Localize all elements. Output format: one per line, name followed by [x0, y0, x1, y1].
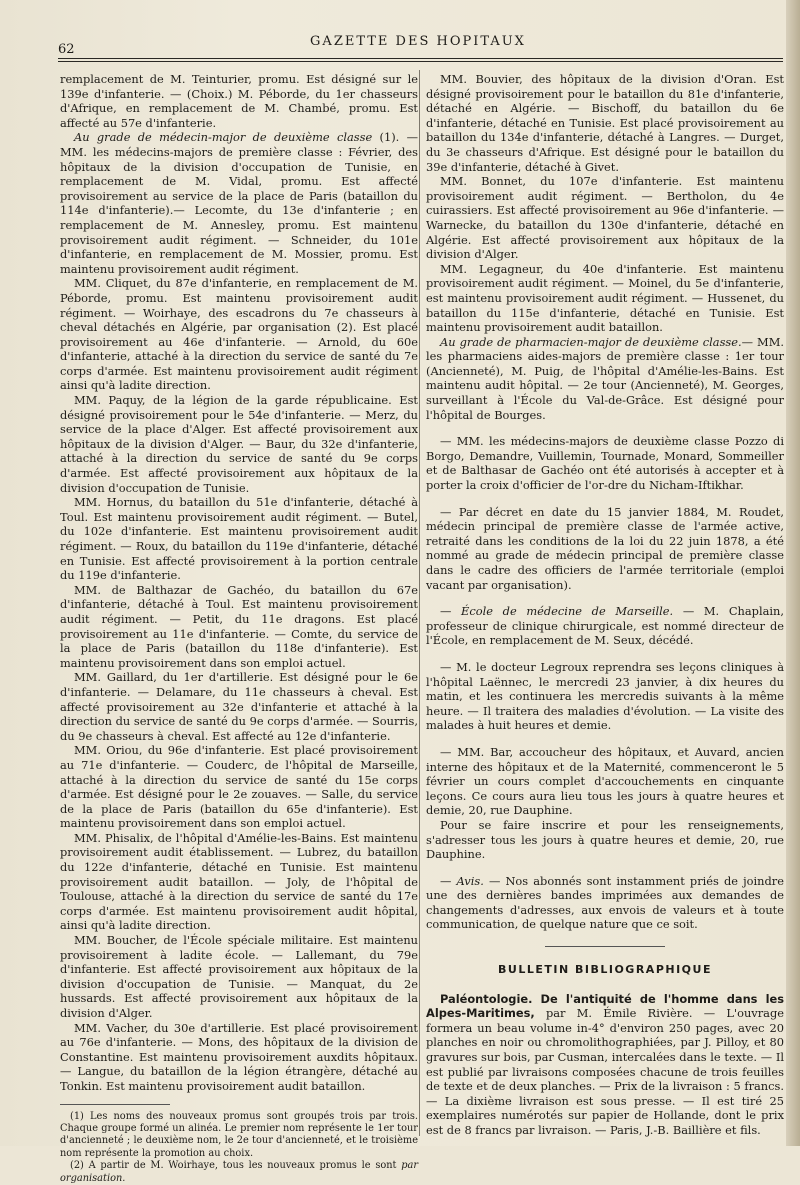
header-rule: [58, 58, 783, 59]
section-lead: Au grade de pharmacien-major de deuxième classe.: [440, 334, 742, 349]
footnote-1: (1) Les noms des nouveaux promus sont groupés trois par trois. Chaque groupe formé un alinéa. Le premier nom représente le 1er tour d'ancienneté ; le deuxième nom, le 2e tour d'ancienneté, et le troisième nom représente la promotion au choix.: [60, 1110, 418, 1159]
paragraph-text: (1). — MM. les médecins-majors de première classe : Février, des hôpitaux de la division d'occupation de Tunisie, en remplacement de M. Vidal, promu. Est affecté provisoirement au service de la place de Paris (bataillon du 114e d'infanterie).— Lecomte, du 13e d'infanterie ; en remplacement de M. Annesley, promu. Est maintenu provisoirement audit régiment. — Schneider, du 101e d'infanterie, en remplacement de M. Mossier, promu. Est maintenu provisoirement audit régiment.: [60, 130, 419, 276]
paragraph-text: — MM. les pharmaciens aides-majors de première classe : 1er tour (Ancienneté), M. Puig, de l'hôpital d'Amélie-les-Bains. Est maintenu audit hôpital. — 2e tour (Ancienneté), M. Georges, surveillant à l'École du Val-de-Grâce. Est désigné pour l'hôpital de Bourges.: [426, 334, 785, 422]
paragraph: [426, 604, 784, 648]
paragraph: MM. de Balthazar de Gachéo, du bataillon du 67e d'infanterie, détaché à Toul. Est maintenu provisoirement audit régiment. — Petit, du 11e dragons. Est placé provisoirement au 11e d'infanterie. — Comte, du service de la place de Paris (bataillon du 118e d'infanterie). Est maintenu provisoirement dans son emploi actuel.: [60, 582, 418, 670]
paragraph: MM. Vacher, du 30e d'artillerie. Est placé provisoirement au 76e d'infanterie. — Mons, des hôpitaux de la division de Constantine. Est maintenu provisoirement auxdits hôpitaux. — Langue, du bataillon de la légion étrangère, détaché au Tonkin. Est maintenu provisoirement audit bataillon.: [60, 1020, 418, 1093]
section-lead: — Avis.: [440, 873, 484, 888]
paragraph: Pour se faire inscrire et pour les renseignements, s'adresser tous les jours à quatre heures et demie, 20, rue Dauphine.: [426, 817, 784, 862]
paragraph: [60, 130, 418, 276]
paragraph: MM. Bouvier, des hôpitaux de la division d'Oran. Est désigné provisoirement pour le bataillon du 81e d'infanterie, détaché en Algérie. — Bischoff, du bataillon du 6e d'infanterie, détaché en Tunisie. Est placé provisoirement au bataillon du 134e d'infanterie, détaché à Langres. — Durget, du 3e chasseurs d'Afrique. Est désigné pour le bataillon du 39e d'infanterie, détaché à Givet.: [426, 72, 784, 174]
section-separator: [545, 946, 665, 947]
paragraph: MM. Cliquet, du 87e d'infanterie, en remplacement de M. Péborde, promu. Est maintenu provisoirement audit régiment. — Woirhaye, des escadrons du 7e chasseurs à cheval détachés en Algérie, par organisation (2). Est placé provisoirement au 46e d'infanterie. — Arnold, du 60e d'infanterie, attaché à la direction du service de santé du 7e corps d'armée. Est maintenu provisoirement audit régiment ainsi qu'à ladite direction.: [60, 276, 418, 393]
page-number: 62: [58, 42, 75, 57]
paragraph: — MM. les médecins-majors de deuxième classe Pozzo di Borgo, Demandre, Vuillemin, Tournade, Monard, Sommeiller et de Balthasar de Gachéo ont été autorisés à accepter et à porter la croix d'officier de l'or-dre du Nicham-Iftikhar.: [426, 434, 784, 493]
paragraph: MM. Paquy, de la légion de la garde républicaine. Est désigné provisoirement pour le 54e d'infanterie. — Merz, du service de la place d'Alger. Est affecté provisoirement aux hôpitaux de la division d'Alger. — Baur, du 32e d'infanterie, attaché à la direction du service de santé du 9e corps d'armée. Est affecté provisoirement aux hôpitaux de la division d'occupation de Tunisie.: [60, 393, 418, 495]
paragraph: MM. Legagneur, du 40e d'infanterie. Est maintenu provisoirement audit régiment. — Moinel, du 5e d'infanterie, est maintenu provisoirement audit régiment. — Hussenet, du bataillon du 115e d'infanterie, détaché en Tunisie. Est maintenu provisoirement audit bataillon.: [426, 261, 784, 335]
paragraph: — Par décret en date du 15 janvier 1884, M. Roudet, médecin principal de première classe de l'armée active, retraité dans les conditions de la loi du 22 juin 1878, a été nommé au grade de médecin principal de première classe dans le cadre des officiers de l'armée territoriale (emploi vacant par organisation).: [426, 504, 784, 592]
paragraph: — MM. Bar, accoucheur des hôpitaux, et Auvard, ancien interne des hôpitaux et de la Maternité, commenceront le 5 février un cours complet d'accouchements en cinquante leçons. Ce cours aura lieu tous les jours à quatre heures et demie, 20, rue Dauphine.: [426, 744, 784, 818]
paragraph: MM. Gaillard, du 1er d'artillerie. Est désigné pour le 6e d'infanterie. — Delamare, du 11e chasseurs à cheval. Est affecté provisoirement au 32e d'infanterie et attaché à la direction du service de santé du 9e corps d'armée. — Sourris, du 9e chasseurs à cheval. Est affecté au 12e d'infanterie.: [60, 670, 418, 743]
header-rule-double: [58, 61, 783, 62]
running-title: GAZETTE DES HOPITAUX: [310, 34, 526, 49]
column-divider: [419, 70, 420, 1136]
paragraph: MM. Boucher, de l'École spéciale militaire. Est maintenu provisoirement à ladite école. — Lallemant, du 79e d'infanterie. Est affecté provisoirement aux hôpitaux de la division d'occupation de Tunisie. — Manquat, du 2e hussards. Est affecté provisoirement aux hôpitaux de la division d'Alger.: [60, 933, 418, 1020]
page-header: [58, 30, 778, 57]
bibliography-entry: [426, 992, 784, 1138]
paragraph-text: — Nos abonnés sont instamment priés de joindre une des dernières bandes imprimées aux demandes de changements d'adresses, aux envois de valeurs et à toute communication, de quelque nature que ce soit.: [426, 873, 784, 932]
footnote-rule: [60, 1104, 170, 1105]
paragraph: MM. Bonnet, du 107e d'infanterie. Est maintenu provisoirement audit régiment. — Bertholon, du 4e cuirassiers. Est affecté provisoirement au 96e d'infanterie. — Warnecke, du bataillon du 130e d'infanterie, détaché en Algérie. Est affecté provisoirement aux hôpitaux de la division d'Alger.: [426, 174, 784, 262]
right-column: [426, 72, 784, 1138]
paragraph: MM. Hornus, du bataillon du 51e d'infanterie, détaché à Toul. Est maintenu provisoirement audit régiment. — Butel, du 102e d'infanterie. Est maintenu provisoirement audit régiment. — Roux, du bataillon du 119e d'infanterie, détaché en Tunisie. Est affecté provisoirement à la portion centrale du 119e d'infanterie.: [60, 495, 418, 583]
footnotes: [60, 1111, 418, 1185]
paragraph: MM. Phisalix, de l'hôpital d'Amélie-les-Bains. Est maintenu provisoirement audit établissement. — Lubrez, du bataillon du 122e d'infanterie, détaché en Tunisie. Est maintenu provisoirement audit bataillon. — Joly, de l'hôpital de Toulouse, attaché à la direction du service de santé du 17e corps d'armée. Est maintenu provisoirement audit hôpital, ainsi qu'à ladite direction.: [60, 830, 418, 933]
footnote-emphasis: par organisation.: [60, 1160, 418, 1184]
left-column: [60, 72, 418, 1185]
paragraph: [426, 335, 784, 423]
bibliography-text: par M. Émile Rivière. — L'ouvrage formera un beau volume in-4° d'environ 250 pages, avec 20 planches en noir ou chromolithographiées, par J. Pilloy, et 80 gravures sur bois, par Cusman, intercalées dans le texte. — Il est publié par livraisons composées chacune de trois feuilles de texte et de deux planches. — Prix de la livraison : 5 francs. — La dixième livraison est sous presse. — Il est tiré 25 exemplaires numérotés sur papier de Hollande, dont le prix est de 8 francs par livraison. — Paris, J.-B. Baillière et fils.: [426, 1006, 784, 1137]
paragraph: [426, 874, 784, 932]
bulletin-title: BULLETIN BIBLIOGRAPHIQUE: [498, 963, 712, 977]
paragraph: remplacement de M. Teinturier, promu. Est désigné sur le 139e d'infanterie. — (Choix.) M. Péborde, du 1er chasseurs d'Afrique, en remplacement de M. Chambé, promu. Est affecté au 57e d'infanterie.: [60, 72, 418, 130]
paragraph-text: — M. Chaplain, professeur de clinique chirurgicale, est nommé directeur de l'École, en remplacement de M. Seux, décédé.: [426, 604, 784, 648]
section-lead: — École de médecine de Marseille.: [440, 604, 674, 619]
page-edge: [786, 0, 800, 1146]
paragraph: MM. Oriou, du 96e d'infanterie. Est placé provisoirement au 71e d'infanterie. — Couderc, de l'hôpital de Marseille, attaché à la direction du service de santé du 15e corps d'armée. Est désigné pour le 2e zouaves. — Salle, du service de la place de Paris (bataillon du 65e d'infanterie). Est maintenu provisoirement dans son emploi actuel.: [60, 743, 418, 831]
paragraph: — M. le docteur Legroux reprendra ses leçons cliniques à l'hôpital Laënnec, le mercredi 23 janvier, à dix heures du matin, et les continuera les mercredis suivants à la même heure. — Il traitera des maladies d'évolution. — La visite des malades à huit heures et demie.: [426, 659, 784, 733]
section-lead: Au grade de médecin-major de deuxième classe: [74, 130, 373, 145]
footnote-text: (2) A partir de M. Woirhaye, tous les nouveaux promus le sont: [70, 1160, 402, 1172]
bibliography-lead: Paléontologie. De l'antiquité de l'homme dans les Alpes-Maritimes,: [426, 991, 784, 1021]
footnote-2: [60, 1160, 418, 1185]
